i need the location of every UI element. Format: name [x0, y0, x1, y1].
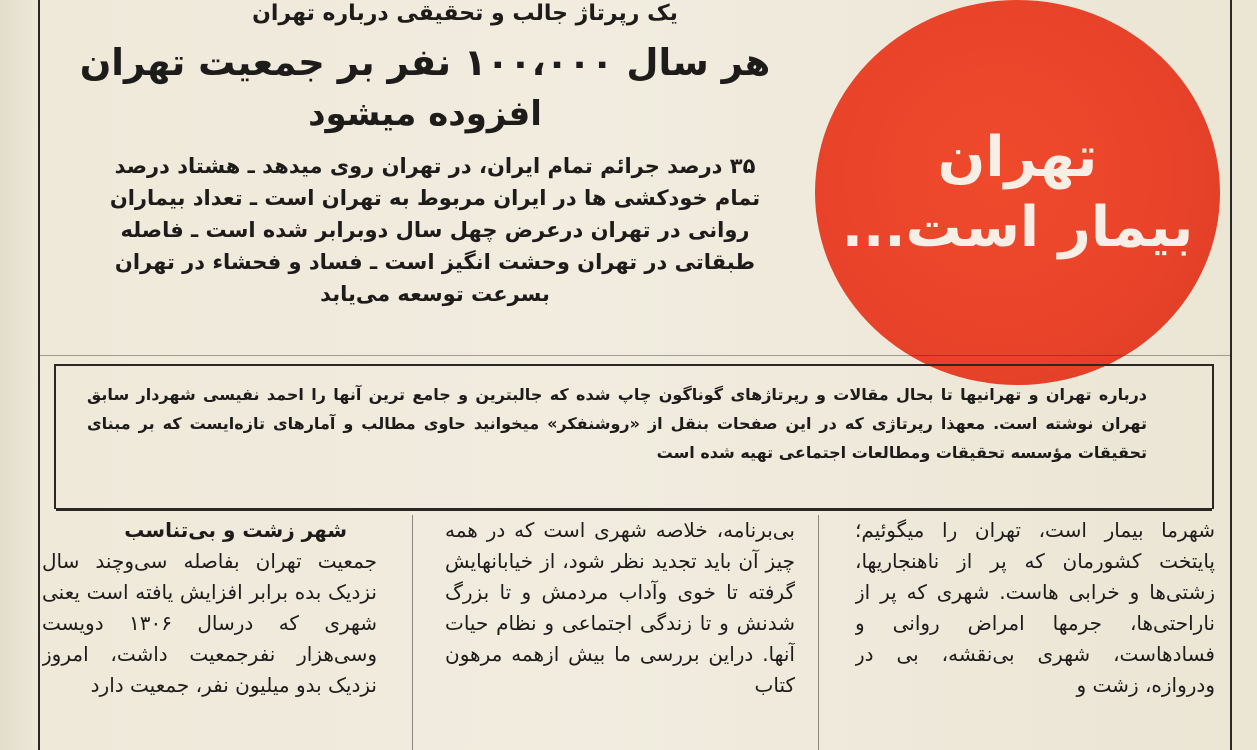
kicker-line: یک رپرتاژ جالب و تحقیقی درباره تهران [252, 1, 678, 26]
body-column-right [855, 515, 1215, 750]
lede-paragraph: ۳۵ درصد جرائم تمام ایران، در تهران روی میدهد ـ هشتاد درصد تمام خودکشی ها در ایران مربوط به تهران است ـ تعداد بیماران روانی در تهران درعرض چهل سال دوبرابر شده است ـ فاصله طبقاتی در تهران وحشت انگیز است ـ فساد و فحشاء در تهران بسرعت توسعه می‌یابد [109, 154, 761, 306]
header-divider [40, 355, 1230, 356]
right-border-rule [1230, 0, 1232, 750]
section-heading: شهر زشت و بی‌تناسب [124, 518, 347, 542]
body-column-middle [445, 515, 795, 750]
column-divider-2 [412, 515, 413, 750]
subheadline: افزوده میشود [308, 94, 542, 134]
intro-box-right-rule [1212, 364, 1214, 509]
intro-box-left-rule [54, 364, 56, 509]
headline: هر سال ۱۰۰،۰۰۰ نفر بر جمعیت تهران [79, 41, 771, 84]
body-text-middle: بی‌برنامه، خلاصه شهری است که در همه چیز آن باید تجدید نظر شود، از خیابانهایش گرفته تا خوی وآداب مردمش و تا بزرگ شدنش و تا زندگی اجتماعی و نظام حیات آنها. دراین بررسی ما بیش ازهمه مرهون کتاب [445, 518, 795, 697]
badge-line-2: بیمار است... [841, 194, 1194, 260]
article-header [40, 0, 810, 350]
intro-paragraph: درباره تهران و تهرانیها تا بحال مقالات و رپرتاژهای گوناگون چاپ شده که جالبترین و جامع ترین آنها را احمد نفیسی شهردار سابق تهران نوشته است. معهذا رپرتاژی که در این صفحات بنقل از «روشنفکر» میخوانید حاوی مطالب و آمارهای تازه‌ایست که بر مبنای تحقیقات مؤسسه تحقیقات ومطالعات اجتماعی تهیه شده است [87, 385, 1147, 462]
body-text-right: شهرما بیمار است، تهران را میگوئیم؛ پایتخت کشورمان که پر از ناهنجاریها، زشتی‌ها و خرابی هاست. شهری که پر از ناراحتی‌ها، جرمها امراض روانی و فسادهاست، شهری بی‌نقشه، بی در ودروازه، زشت و [855, 518, 1215, 697]
badge-line-1: تهران [937, 124, 1098, 190]
body-column-left [42, 515, 377, 750]
red-circle-badge [815, 0, 1220, 385]
left-border-rule [38, 0, 40, 750]
body-text-left: جمعیت تهران بفاصله سی‌وچند سال نزدیک بده برابر افزایش یافته است یعنی شهری که درسال ۱۳۰۶ دویست وسی‌هزار نفرجمعیت داشت، امروز نزدیک بدو میلیون نفر، جمعیت دارد [42, 549, 377, 697]
column-divider-1 [818, 515, 819, 750]
